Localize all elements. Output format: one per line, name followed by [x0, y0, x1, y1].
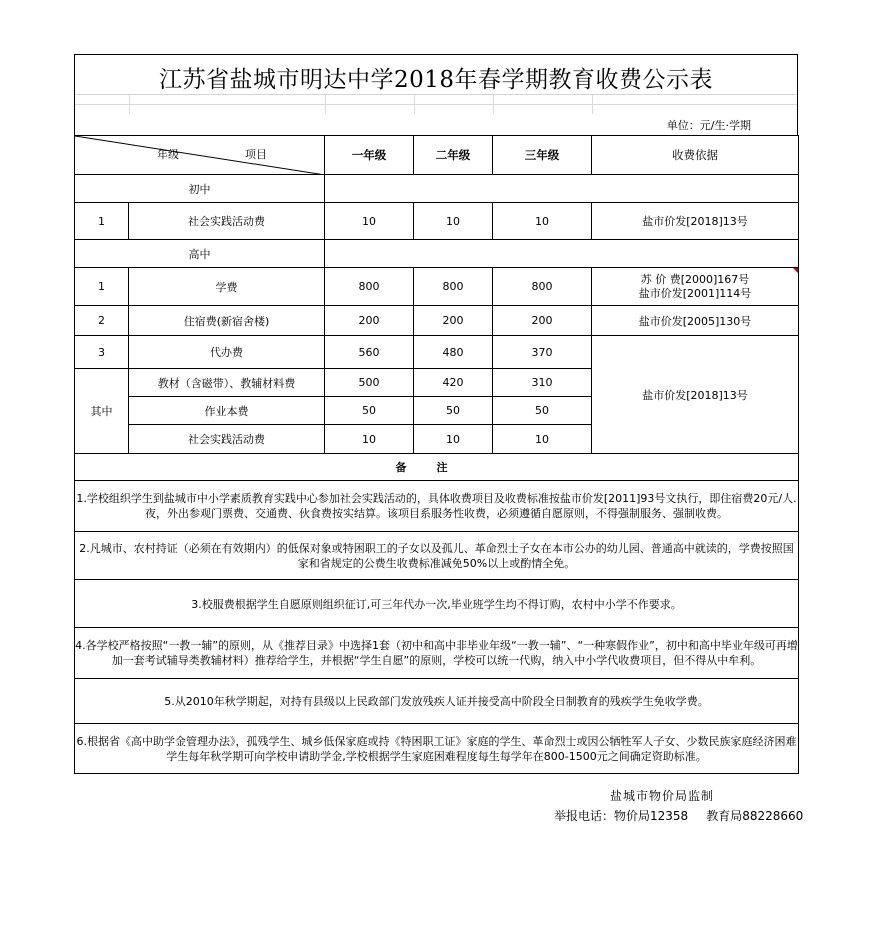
row-grade3: 10 [493, 425, 592, 454]
header-grade2: 二年级 [414, 136, 493, 175]
note-row [75, 628, 799, 679]
note-row [75, 481, 799, 532]
note-text: 1.学校组织学生到盐城市中小学素质教育实践中心参加社会实践活动的，具体收费项目及收费标准按盐市价发[2011]93号文执行，即住宿费20元/人.夜，外出参观门票费、交通费、伙食费按实结算。该项目系服务性收费，必须遵循自愿原则，不得强制服务、强制收费。 [75, 481, 799, 532]
row-number: 1 [75, 203, 129, 240]
table-row [75, 306, 799, 336]
unit-row [74, 114, 798, 135]
notes-heading: 备注 [75, 454, 799, 481]
row-grade3: 310 [493, 369, 592, 397]
note-text: 5.从2010年秋学期起，对持有县级以上民政部门发放残疾人证并接受高中阶段全日制教育的残疾学生免收学费。 [75, 679, 799, 724]
row-grade2: 480 [414, 336, 493, 369]
basis-line2: 盐市价发[2001]114号 [638, 286, 752, 300]
table-row [75, 268, 799, 306]
row-item: 教材（含磁带）、教辅材料费 [129, 369, 325, 397]
row-grade1: 50 [325, 397, 414, 425]
unit-label: 单位：元/生·学期 [666, 119, 751, 132]
spacer-row [74, 95, 798, 114]
row-grade1: 560 [325, 336, 414, 369]
agency-basis: 盐市价发[2018]13号 [592, 336, 799, 454]
hotline-line [554, 807, 803, 824]
row-item: 社会实践活动费 [129, 425, 325, 454]
row-number: 1 [75, 268, 129, 306]
hotline-label: 举报电话： [554, 809, 615, 823]
comment-marker [793, 268, 798, 273]
row-grade1: 500 [325, 369, 414, 397]
row-number: 2 [75, 306, 129, 336]
row-item: 学费 [129, 268, 325, 306]
hotline-price-bureau: 物价局12358 [614, 809, 689, 823]
row-grade3: 800 [493, 268, 592, 306]
row-basis: 盐市价发[2005]130号 [592, 306, 799, 336]
senior-section-blank [325, 240, 799, 268]
row-item: 作业本费 [129, 397, 325, 425]
row-item: 代办费 [129, 336, 325, 369]
row-grade3: 370 [493, 336, 592, 369]
junior-section-label: 初中 [75, 175, 325, 203]
row-grade3: 200 [493, 306, 592, 336]
page-title: 江苏省盐城市明达中学2018年春学期教育收费公示表 [158, 67, 714, 93]
diagonal-line [75, 136, 325, 175]
note-row [75, 580, 799, 628]
row-basis [592, 268, 799, 306]
header-grade1: 一年级 [325, 136, 414, 175]
senior-section-row [75, 240, 799, 268]
note-text: 6.根据省《高中助学金管理办法》，孤残学生、城乡低保家庭或持《特困职工证》家庭的学生、革命烈士或因公牺牲军人子女、少数民族家庭经济困难学生每年秋学期可向学校申请助学金,学校根据学生家庭困难程度每生每学年在800-1500元之间确定资助标准。 [75, 724, 799, 774]
among-label: 其中 [75, 369, 129, 454]
row-grade2: 10 [414, 425, 493, 454]
table-row [75, 203, 799, 240]
note-row [75, 679, 799, 724]
diagonal-header-cell [75, 136, 325, 175]
row-basis: 盐市价发[2018]13号 [592, 203, 799, 240]
row-item: 住宿费(新宿舍楼) [129, 306, 325, 336]
header-row [75, 136, 799, 175]
row-grade2: 420 [414, 369, 493, 397]
note-text: 3.校服费根据学生自愿原则组织征订,可三年代办一次,毕业班学生均不得订购，农村中小学不作要求。 [75, 580, 799, 628]
row-number: 3 [75, 336, 129, 369]
basis-line1: 苏 价 费[2000]167号 [640, 272, 750, 286]
note-text: 2.凡城市、农村持证（必须在有效期内）的低保对象或特困职工的子女以及孤儿、革命烈士子女在本市公办的幼儿园、普通高中就读的，学费按照国家和省规定的公费生收费标准减免50%以上或酌情全免。 [75, 532, 799, 580]
row-grade3: 50 [493, 397, 592, 425]
hotline-education-bureau: 教育局88228660 [706, 809, 804, 823]
row-grade2: 200 [414, 306, 493, 336]
supervisor-label: 盐城市物价局监制 [610, 789, 715, 803]
row-grade1: 10 [325, 425, 414, 454]
fee-table [74, 135, 799, 774]
header-basis: 收费依据 [592, 136, 799, 175]
senior-section-label: 高中 [75, 240, 325, 268]
row-grade2: 10 [414, 203, 493, 240]
row-grade1: 10 [325, 203, 414, 240]
fee-sheet [74, 54, 798, 774]
header-grade3: 三年级 [493, 136, 592, 175]
note-row [75, 724, 799, 774]
item-axis-label: 项目 [245, 148, 267, 161]
junior-section-blank [325, 175, 799, 203]
row-item: 社会实践活动费 [129, 203, 325, 240]
row-grade2: 50 [414, 397, 493, 425]
junior-section-row [75, 175, 799, 203]
title-row [74, 54, 798, 95]
notes-heading-row [75, 454, 799, 481]
grade-axis-label: 年级 [157, 148, 179, 161]
note-row [75, 532, 799, 580]
row-grade2: 800 [414, 268, 493, 306]
row-grade1: 200 [325, 306, 414, 336]
row-grade1: 800 [325, 268, 414, 306]
row-grade3: 10 [493, 203, 592, 240]
table-row [75, 336, 799, 369]
note-text: 4.各学校严格按照“一教一辅”的原则，从《推荐目录》中选择1套（初中和高中非毕业年级“一教一辅”、“一种寒假作业”，初中和高中毕业年级可再增加一套考试辅导类教辅材料）推荐给学生，并根据“学生自愿”的原则，学校可以统一代购，纳入中小学代收费项目，但不得从中牟利。 [75, 628, 799, 679]
